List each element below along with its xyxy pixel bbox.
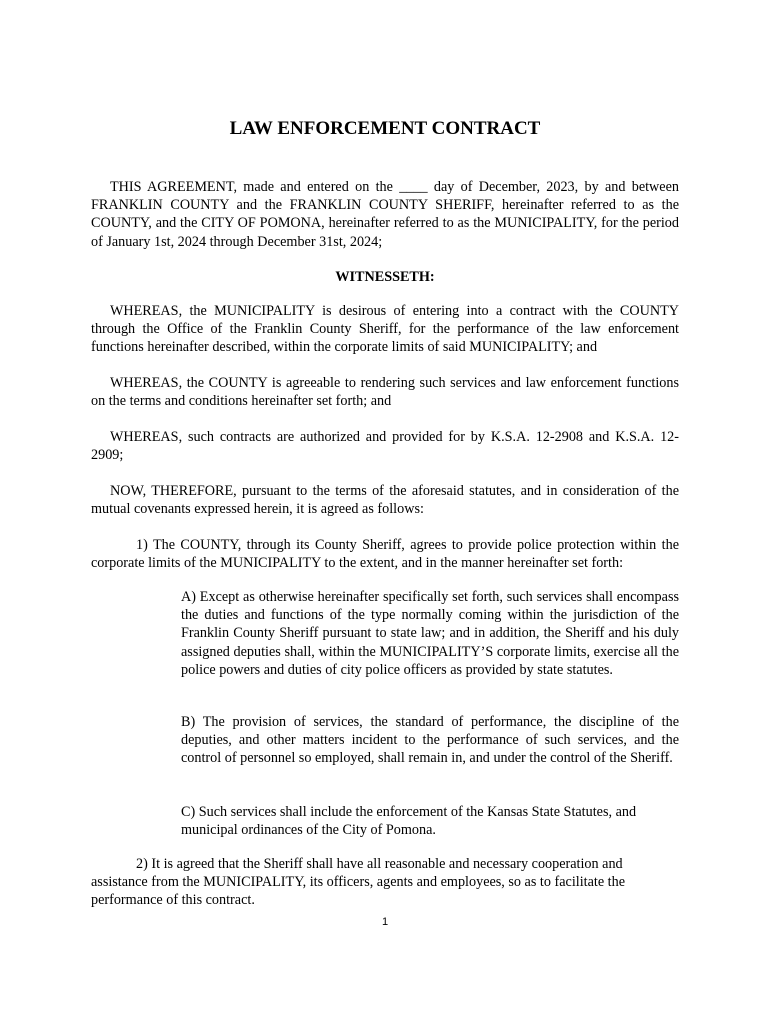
- page-number: 1: [381, 916, 389, 928]
- clause-1: 1) The COUNTY, through its County Sheriff, agrees to provide police protection within the corporate limits of the MUNICIPALITY to the extent, and in the manner hereinafter set forth:: [91, 537, 679, 572]
- clause-1c: C) Such services shall include the enforcement of the Kansas State Statutes, and municipal ordinances of the City of Pomona.: [181, 804, 637, 839]
- clause-2: 2) It is agreed that the Sheriff shall have all reasonable and necessary cooperation and assistance from the MUNICIPALITY, its officers, agents and employees, so as to facilitate the performance of this contract.: [91, 856, 626, 909]
- witnesseth-heading: WITNESSETH:: [335, 269, 435, 285]
- whereas-paragraph-1: WHEREAS, the MUNICIPALITY is desirous of entering into a contract with the COUNTY through the Office of the Franklin County Sheriff, for the performance of the law enforcement functions hereinafter described, within the corporate limits of said MUNICIPALITY; and: [91, 303, 679, 356]
- now-therefore-paragraph: NOW, THEREFORE, pursuant to the terms of the aforesaid statutes, and in consideration of the mutual covenants expressed herein, it is agreed as follows:: [91, 483, 679, 518]
- clause-1a: A) Except as otherwise hereinafter specifically set forth, such services shall encompass the duties and functions of the type normally coming within the jurisdiction of the Franklin County Sheriff pursuant to state law; and in addition, the Sheriff and his duly assigned deputies shall, within the MUNICIPALITY’S corporate limits, exercise all the police powers and duties of city police officers as provided by state statutes.: [181, 589, 679, 678]
- whereas-paragraph-2: WHEREAS, the COUNTY is agreeable to rendering such services and law enforcement functions on the terms and conditions hereinafter set forth; and: [91, 375, 679, 410]
- clause-1b: B) The provision of services, the standard of performance, the discipline of the deputies, and other matters incident to the performance of such services, and the control of personnel so employed, shall remain in, and under the control of the Sheriff.: [181, 714, 679, 767]
- document-title: LAW ENFORCEMENT CONTRACT: [229, 118, 541, 139]
- whereas-paragraph-3: WHEREAS, such contracts are authorized and provided for by K.S.A. 12-2908 and K.S.A. 12-2909;: [91, 429, 679, 464]
- intro-paragraph: THIS AGREEMENT, made and entered on the ____ day of December, 2023, by and between FRANKLIN COUNTY and the FRANKLIN COUNTY SHERIFF, hereinafter referred to as the COUNTY, and the CITY OF POMONA, hereinafter referred to as the MUNICIPALITY, for the period of January 1st, 2024 through December 31st, 2024;: [91, 179, 679, 250]
